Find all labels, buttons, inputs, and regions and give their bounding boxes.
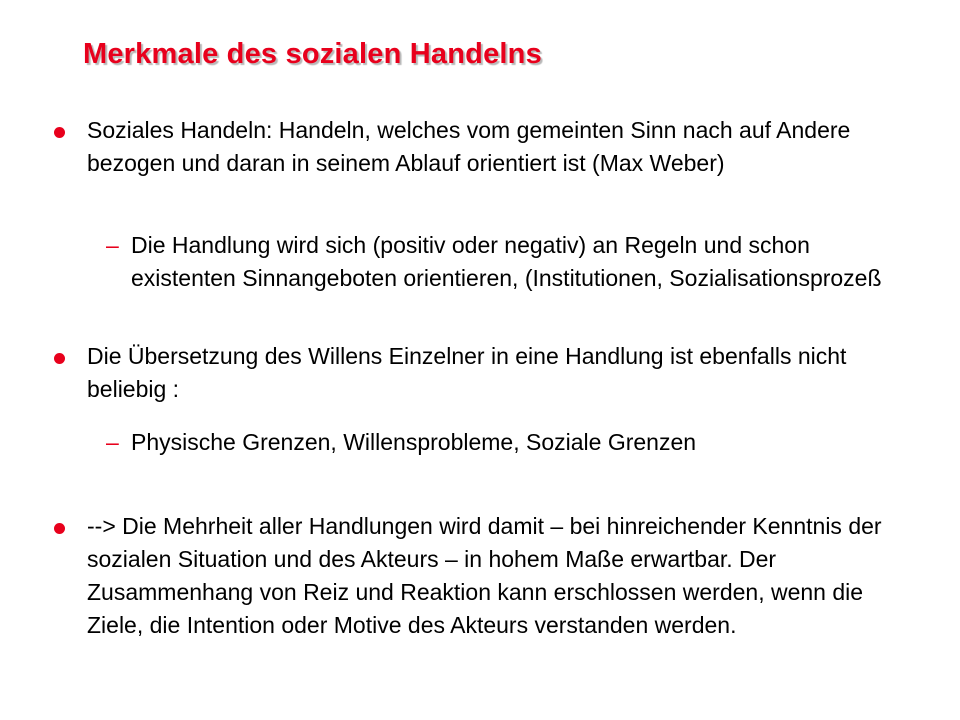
sub-bullet-text: Physische Grenzen, Willensprobleme, Soziale Grenzen	[131, 429, 697, 455]
bullet-text: Soziales Handeln: Handeln, welches vom gemeinten Sinn nach auf Andere bezogen und daran in seinem Ablauf orientiert ist (Max Weber)	[87, 117, 851, 176]
sub-bullet-text: Die Handlung wird sich (positiv oder negativ) an Regeln und schon existenten Sinnangeboten orientieren, (Institutionen, Sozialisationsprozeß	[131, 232, 882, 291]
bullet-dot-icon	[54, 523, 65, 534]
dash-marker: –	[106, 232, 119, 258]
bullet-text: Die Übersetzung des Willens Einzelner in eine Handlung ist ebenfalls nicht beliebig :	[87, 343, 847, 402]
slide-title: Merkmale des sozialen Handelns	[83, 38, 542, 70]
dash-marker: –	[106, 429, 119, 455]
bullet-dot-icon	[54, 353, 65, 364]
bullet-dot-icon	[54, 127, 65, 138]
bullet-text: --> Die Mehrheit aller Handlungen wird damit – bei hinreichender Kenntnis der sozialen Situation und des Akteurs – in hohem Maße erwartbar. Der Zusammenhang von Reiz und Reaktion kann erschlossen werden, wenn die Ziele, die Intention oder Motive des Akteurs verstanden werden.	[87, 513, 882, 638]
